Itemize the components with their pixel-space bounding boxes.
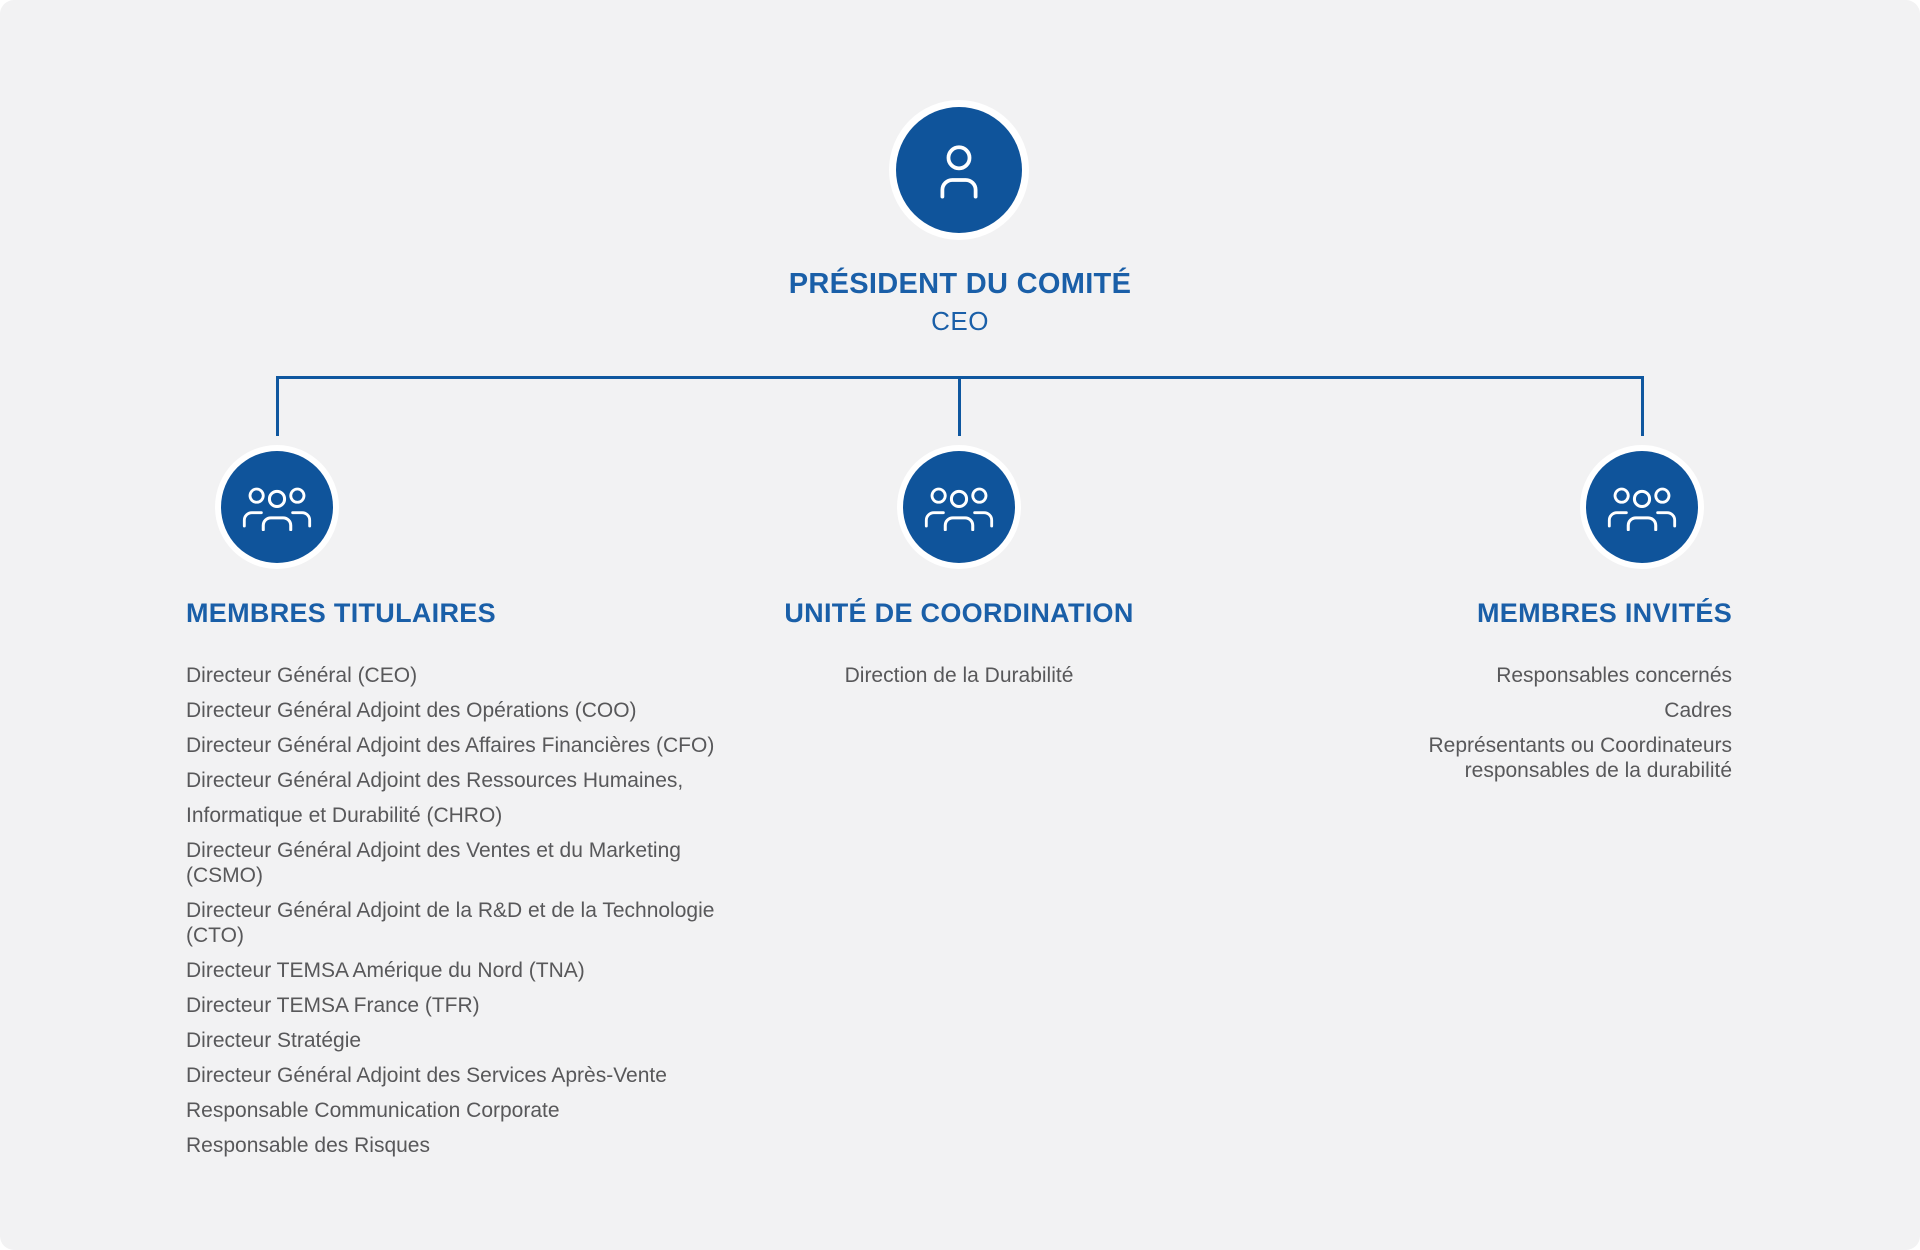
list-item: Directeur Général Adjoint des Services Après-Vente xyxy=(186,1064,667,1087)
membres-titulaires-list xyxy=(186,663,761,1168)
membres-invites-list xyxy=(1402,663,1732,793)
president-subtitle: CEO xyxy=(931,306,989,336)
list-item: Responsable des Risques xyxy=(186,1134,430,1157)
unite-coordination-list xyxy=(659,663,1259,698)
list-item: Directeur Général Adjoint de la R&D et de la Technologie (CTO) xyxy=(186,899,715,947)
membres-titulaires-circle-fill xyxy=(221,451,333,563)
president-node-circle-fill xyxy=(896,107,1022,233)
list-item: Représentants ou Coordinateurs responsables de la durabilité xyxy=(1428,734,1732,782)
list-item: Directeur Général Adjoint des Ventes et du Marketing (CSMO) xyxy=(186,839,681,887)
connector-stub-right xyxy=(1641,376,1644,436)
membres-invites-circle xyxy=(1580,445,1704,569)
list-item: Responsable Communication Corporate xyxy=(186,1099,560,1122)
list-item: Directeur Général Adjoint des Affaires Financières (CFO) xyxy=(186,734,715,757)
list-item: Directeur TEMSA France (TFR) xyxy=(186,994,480,1017)
membres-titulaires-heading: MEMBRES TITULAIRES xyxy=(186,598,496,628)
unite-coordination-circle-fill xyxy=(903,451,1015,563)
president-node-circle xyxy=(889,100,1029,240)
president-title: PRÉSIDENT DU COMITÉ xyxy=(788,268,1132,300)
group-icon xyxy=(241,483,313,531)
list-item: Direction de la Durabilité xyxy=(844,664,1074,687)
list-item: Informatique et Durabilité (CHRO) xyxy=(186,804,503,827)
membres-invites-circle-fill xyxy=(1586,451,1698,563)
membres-titulaires-circle xyxy=(215,445,339,569)
list-item: Responsables concernés xyxy=(1496,664,1732,687)
unite-coordination-heading: UNITÉ DE COORDINATION xyxy=(784,598,1134,628)
membres-invites-heading: MEMBRES INVITÉS xyxy=(1476,598,1732,628)
list-item: Directeur Général (CEO) xyxy=(186,664,418,687)
list-item: Directeur Général Adjoint des Opérations (COO) xyxy=(186,699,637,722)
list-item: Directeur Général Adjoint des Ressources Humaines, xyxy=(186,769,684,792)
list-item: Directeur Stratégie xyxy=(186,1029,362,1052)
connector-stub-left xyxy=(276,376,279,436)
list-item: Cadres xyxy=(1664,699,1732,722)
person-icon xyxy=(928,139,990,201)
unite-coordination-circle xyxy=(897,445,1021,569)
group-icon xyxy=(923,483,995,531)
connector-stub-middle xyxy=(958,376,961,436)
list-item: Directeur TEMSA Amérique du Nord (TNA) xyxy=(186,959,585,982)
group-icon xyxy=(1606,483,1678,531)
